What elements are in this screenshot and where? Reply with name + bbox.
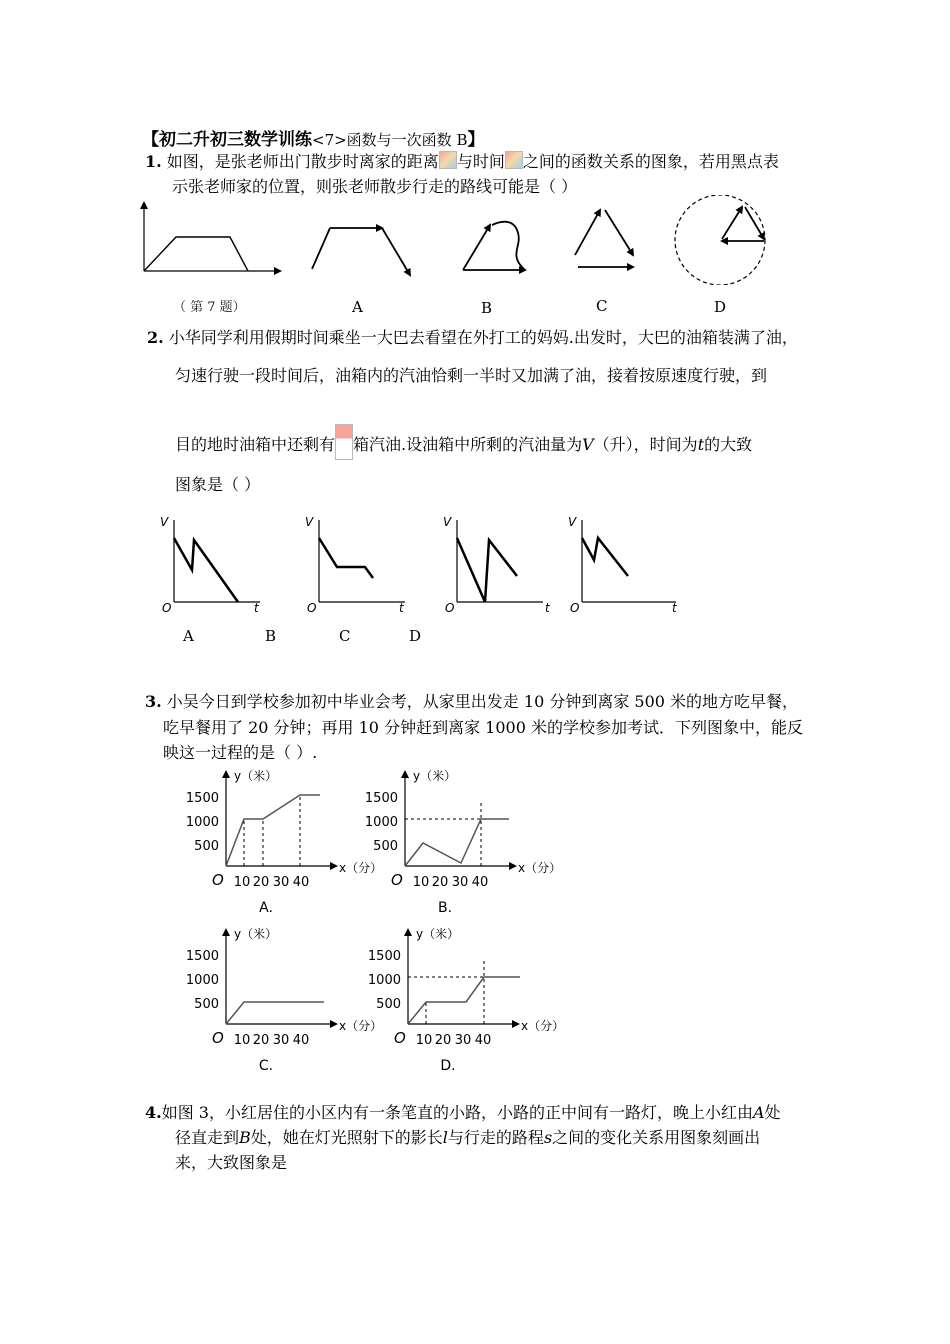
svg-text:x（分）: x（分）	[518, 861, 562, 875]
svg-text:10: 10	[415, 1033, 433, 1048]
q2-line1: 2. 小华同学利用假期时间乘坐一大巴去看望在外打工的妈妈.出发时，大巴的油箱装满了油，	[147, 328, 798, 347]
svg-text:30: 30	[272, 1033, 290, 1048]
svg-text:V: V	[160, 515, 169, 529]
svg-text:C.: C.	[258, 1058, 274, 1074]
svg-text:O: O	[212, 871, 224, 889]
q2-graph-c	[443, 515, 551, 615]
q4-line2: 径直走到B处，她在灯光照射下的影长l与行走的路程s之间的变化关系用图象刻画出	[175, 1128, 761, 1147]
svg-text:x（分）: x（分）	[339, 1019, 383, 1033]
svg-text:20: 20	[434, 1033, 452, 1048]
svg-text:x（分）: x（分）	[521, 1019, 565, 1033]
svg-text:500: 500	[194, 839, 219, 854]
svg-text:30: 30	[272, 875, 290, 890]
svg-text:30: 30	[454, 1033, 472, 1048]
q2-line3: 目的地时油箱中还剩有 箱汽油.设油箱中所剩的汽油量为V（升），时间为t的大致	[175, 424, 752, 460]
svg-text:B.: B.	[437, 900, 453, 916]
svg-text:30: 30	[451, 875, 469, 890]
page-title: 【初二升初三数学训练<7>函数与一次函数 B】	[142, 130, 485, 150]
q1-route-a	[312, 228, 410, 275]
svg-text:1000: 1000	[185, 973, 219, 988]
svg-text:40: 40	[474, 1033, 492, 1048]
q2-graphs	[150, 510, 690, 620]
broken-image-icon	[505, 151, 523, 169]
svg-text:10: 10	[233, 1033, 251, 1048]
svg-text:O: O	[445, 601, 455, 615]
svg-text:y（米）: y（米）	[234, 769, 278, 783]
q2-graph-b	[305, 515, 405, 615]
svg-text:1500: 1500	[364, 791, 398, 806]
q2-line4: 图象是（ ）	[175, 475, 261, 494]
svg-text:1500: 1500	[185, 791, 219, 806]
q2-option-a: A	[183, 627, 194, 645]
svg-text:V: V	[568, 515, 577, 529]
svg-text:y（米）: y（米）	[413, 769, 457, 783]
q1-option-d: D	[714, 298, 727, 316]
svg-text:D.: D.	[440, 1058, 456, 1074]
q4-line3: 来，大致图象是	[175, 1153, 288, 1172]
q1-route-d	[675, 195, 765, 285]
q2-line2: 匀速行驶一段时间后，油箱内的汽油恰剩一半时又加满了油，接着按原速度行驶，到	[175, 366, 768, 385]
svg-text:20: 20	[252, 1033, 270, 1048]
q1-option-b: B	[481, 299, 493, 317]
svg-text:1000: 1000	[185, 815, 219, 830]
svg-text:x（分）: x（分）	[339, 861, 383, 875]
svg-text:t: t	[672, 601, 677, 615]
q1-option-c: C	[596, 297, 608, 315]
svg-text:500: 500	[373, 839, 398, 854]
q1-route-b	[463, 222, 525, 270]
svg-text:40: 40	[471, 875, 489, 890]
q2-option-b: B	[265, 627, 277, 645]
broken-image-icon	[335, 424, 353, 460]
q1-option-a: A	[352, 298, 363, 316]
q3-graph-b	[365, 768, 561, 916]
q3-line1: 3. 小吴今日到学校参加初中毕业会考，从家里出发走 10 分钟到离家 500 米的地方吃早餐，	[145, 692, 799, 711]
svg-text:500: 500	[194, 997, 219, 1012]
svg-text:y（米）: y（米）	[234, 927, 278, 941]
svg-text:20: 20	[252, 875, 270, 890]
svg-text:40: 40	[292, 1033, 310, 1048]
q3-graph-c	[186, 926, 382, 1074]
svg-text:40: 40	[292, 875, 310, 890]
svg-text:O: O	[162, 601, 172, 615]
svg-text:t: t	[399, 601, 404, 615]
svg-text:10: 10	[412, 875, 430, 890]
q3-line2: 吃早餐用了 20 分钟；再用 10 分钟赶到离家 1000 米的学校参加考试．下列图象中，能反	[163, 718, 803, 737]
svg-text:V: V	[305, 515, 314, 529]
svg-text:O: O	[570, 601, 580, 615]
svg-text:20: 20	[431, 875, 449, 890]
q2-option-c: C	[339, 627, 351, 645]
svg-text:t: t	[254, 601, 259, 615]
q1-line1: 1. 如图，是张老师出门散步时离家的距离 与时间 之间的函数关系的图象，若用黑点表	[145, 152, 779, 171]
q2-option-d: D	[409, 627, 422, 645]
svg-text:1000: 1000	[367, 973, 401, 988]
q3-graph-a	[186, 768, 382, 916]
q3-graph-d	[368, 926, 564, 1074]
q2-graph-a	[160, 515, 260, 615]
svg-text:O: O	[212, 1029, 224, 1047]
q3-graphs	[180, 762, 580, 1082]
svg-text:O: O	[391, 871, 403, 889]
q1-distance-time-graph	[144, 203, 280, 271]
svg-text:10: 10	[233, 875, 251, 890]
q2-graph-d	[568, 515, 678, 615]
svg-text:y（米）: y（米）	[416, 927, 460, 941]
q3-line3: 映这一过程的是（ ）.	[163, 743, 318, 762]
svg-text:O: O	[307, 601, 317, 615]
svg-text:A.: A.	[259, 900, 273, 916]
svg-text:500: 500	[376, 997, 401, 1012]
svg-text:1500: 1500	[185, 949, 219, 964]
svg-text:t: t	[545, 601, 550, 615]
svg-text:1000: 1000	[364, 815, 398, 830]
q1-figures	[130, 195, 790, 285]
q1-route-c	[575, 210, 633, 267]
svg-text:V: V	[443, 515, 452, 529]
q1-line2: 示张老师家的位置，则张老师散步行走的路线可能是（ ）	[172, 177, 578, 196]
svg-text:1500: 1500	[367, 949, 401, 964]
svg-text:O: O	[394, 1029, 406, 1047]
q4-line1: 4.如图 3，小红居住的小区内有一条笔直的小路，小路的正中间有一路灯，晚上小红由A处	[145, 1103, 781, 1122]
q1-figure-caption: （ 第 7 题）	[173, 300, 246, 315]
broken-image-icon	[439, 151, 457, 169]
